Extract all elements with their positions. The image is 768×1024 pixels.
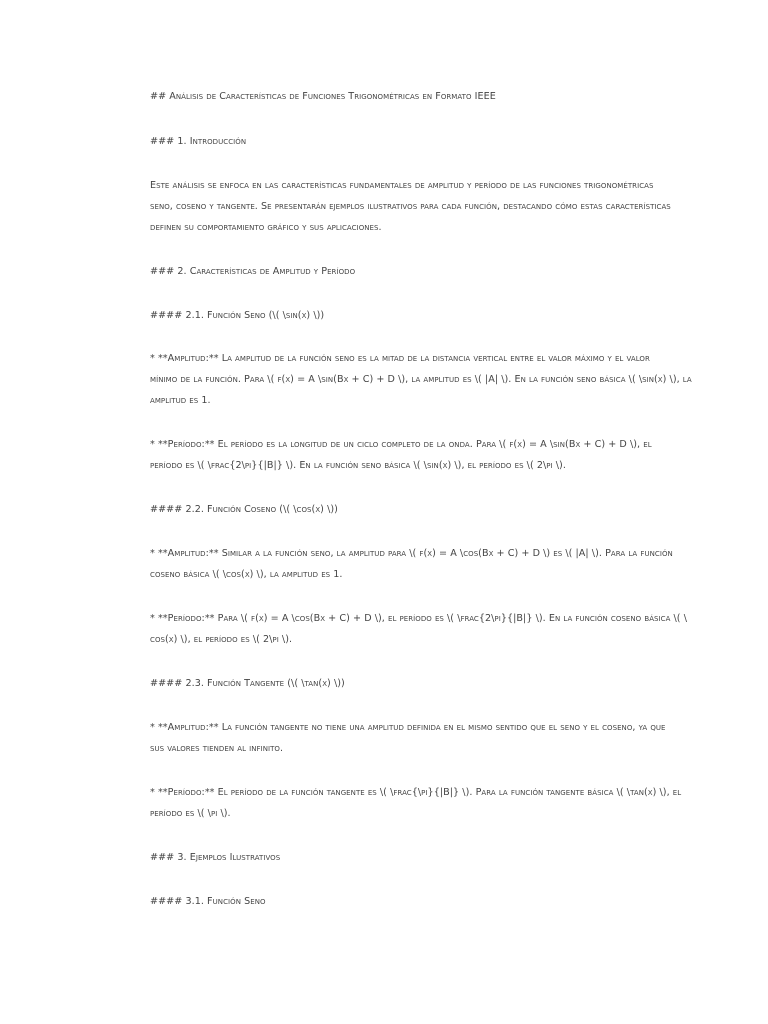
intro-line-2: seno, coseno y tangente. Se presentarán ejemplos ilustrativos para cada función, destacando cómo estas características	[150, 201, 671, 212]
cosine-period-line-2: cos(x) \), el período es \( 2\pi \).	[150, 634, 293, 645]
tangent-period-line-1: * **Período:** El período de la función tangente es \( \frac{\pi}{|B|} \). Para la función tangente básica \( \tan(x) \), el	[150, 787, 682, 798]
tangent-amplitude-line-1: * **Amplitud:** La función tangente no tiene una amplitud definida en el mismo sentido que el seno y el coseno, ya que	[150, 722, 666, 733]
sine-period-line-1: * **Período:** El período es la longitud de un ciclo completo de la onda. Para \( f(x) = A \sin(Bx + C) + D \), el	[150, 439, 652, 450]
section-3-heading: ### 3. Ejemplos Ilustrativos	[150, 852, 281, 863]
section-1-heading: ### 1. Introducción	[150, 136, 247, 147]
section-2-1-heading: #### 2.1. Función Seno (\( \sin(x) \))	[150, 310, 325, 321]
document-title: ## Análisis de Características de Funciones Trigonométricas en Formato IEEE	[150, 91, 496, 102]
section-3-1-heading: #### 3.1. Función Seno	[150, 896, 266, 907]
tangent-amplitude-line-2: sus valores tienden al infinito.	[150, 743, 284, 754]
section-2-3-heading: #### 2.3. Función Tangente (\( \tan(x) \))	[150, 678, 345, 689]
intro-line-3: definen su comportamiento gráfico y sus aplicaciones.	[150, 222, 382, 233]
cosine-amplitude-line-2: coseno básica \( \cos(x) \), la amplitud es 1.	[150, 569, 343, 580]
section-2-2-heading: #### 2.2. Función Coseno (\( \cos(x) \))	[150, 504, 338, 515]
cosine-amplitude-line-1: * **Amplitud:** Similar a la función seno, la amplitud para \( f(x) = A \cos(Bx + C) + D \) es \( |A| \). Para la función	[150, 548, 673, 559]
section-2-heading: ### 2. Características de Amplitud y Período	[150, 266, 356, 277]
intro-line-1: Este análisis se enfoca en las características fundamentales de amplitud y período de las funciones trigonométricas	[150, 180, 654, 191]
sine-amplitude-line-2: mínimo de la función. Para \( f(x) = A \sin(Bx + C) + D \), la amplitud es \( |A| \). En la función seno básica \( \sin(x) \), la	[150, 374, 692, 385]
cosine-period-line-1: * **Período:** Para \( f(x) = A \cos(Bx + C) + D \), el período es \( \frac{2\pi}{|B|} \). En la función coseno básica \( \	[150, 613, 687, 624]
sine-amplitude-line-3: amplitud es 1.	[150, 395, 211, 406]
sine-period-line-2: período es \( \frac{2\pi}{|B|} \). En la función seno básica \( \sin(x) \), el período es \( 2\pi \).	[150, 460, 566, 471]
tangent-period-line-2: período es \( \pi \).	[150, 808, 231, 819]
sine-amplitude-line-1: * **Amplitud:** La amplitud de la función seno es la mitad de la distancia vertical entre el valor máximo y el valor	[150, 353, 650, 364]
